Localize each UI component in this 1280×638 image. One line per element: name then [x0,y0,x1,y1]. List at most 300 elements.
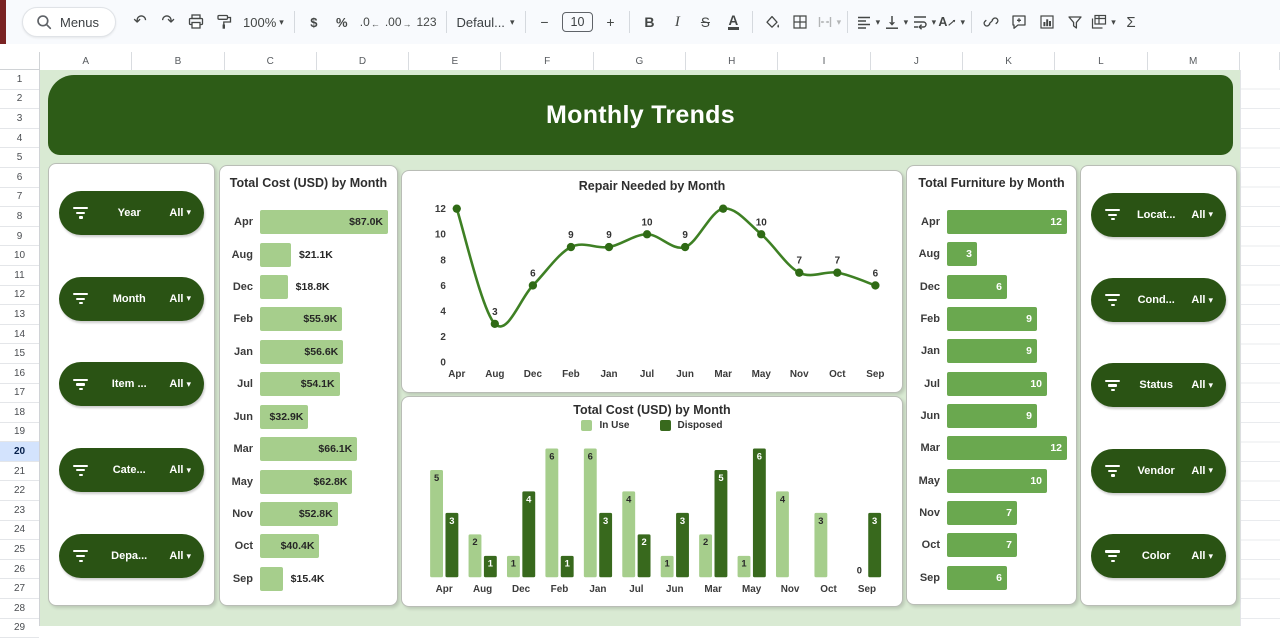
category-label: Mar [233,443,253,456]
filter-value: All [1191,294,1206,307]
filter-icon [1104,550,1121,562]
legend-label: In Use [599,420,630,431]
column-header-partial[interactable] [1240,52,1280,70]
bar-track [947,275,1067,299]
bar-row [917,368,1067,400]
bold-button[interactable]: B [644,14,655,30]
filter-icon-line [73,465,88,467]
filter-pill-depa[interactable] [59,534,204,578]
y-tick-label: 6 [440,280,446,292]
filter-value-dropdown[interactable] [1191,294,1213,306]
bar [260,307,342,331]
filter-icon-line [73,207,88,209]
value-label: 10 [1030,377,1042,390]
chart-cost-in-use-disposed[interactable] [401,396,903,607]
value-label: $52.8K [298,508,333,520]
borders-button[interactable] [787,8,813,36]
filter-icon-line [76,555,85,557]
filter-panel-right [1080,165,1237,606]
bar-row [230,206,388,238]
bar-value-label: 1 [741,557,747,569]
decrease-decimals-button[interactable] [357,8,383,36]
filter-value: All [1191,464,1206,477]
filter-label: Cond... [1137,294,1175,307]
x-axis-label: Dec [511,584,531,596]
row-header-20[interactable]: 20 [0,442,39,462]
filter-pill-cond[interactable] [1091,278,1226,322]
filter-panel-left [48,163,215,606]
value-label: 6 [996,571,1002,584]
category-label: Jul [924,377,940,390]
row-header-5[interactable]: 5 [0,148,39,168]
data-point [719,204,727,212]
italic-button[interactable]: I [674,13,680,30]
filter-value: All [169,292,184,305]
caret-down-icon: ▾ [875,16,881,27]
filter-pill-status[interactable] [1091,363,1226,407]
filter-icon-line [79,302,83,304]
row-header-11[interactable]: 11 [0,266,39,286]
value-label: $40.4K [280,540,315,553]
row-header-26[interactable]: 26 [0,560,39,580]
column-header-B[interactable]: B [132,52,224,70]
filter-label: Month [112,292,146,305]
column-header-J[interactable]: J [871,52,963,70]
bar-value-label: 2 [702,536,709,548]
chart-repair-needed-by-month[interactable] [401,170,903,393]
chart-total-furniture-by-month[interactable] [906,165,1077,605]
insert-chart-button[interactable] [1034,8,1060,36]
bar [947,372,1047,396]
x-axis-label: Jul [639,369,655,381]
filter-pill-locat[interactable] [1091,193,1226,237]
bar-value-label: 3 [603,514,609,526]
column-header-F[interactable]: F [501,52,593,70]
category-label: Jul [237,378,253,391]
category-label: Oct [234,540,253,553]
text-rotation-button[interactable] [938,8,965,36]
bar-track [260,405,388,429]
bar-value-label: 6 [756,450,762,462]
filter-icon-line [1108,384,1117,386]
chart-icon [1038,13,1056,31]
toolbar-separator [294,11,295,33]
row-header-14[interactable]: 14 [0,325,39,345]
paint-format-button[interactable] [211,8,237,36]
chart-total-cost-by-month[interactable] [219,165,398,606]
column-header-E[interactable]: E [409,52,501,70]
column-header-I[interactable]: I [778,52,870,70]
bar [947,469,1047,493]
filter-icon-line [73,293,88,295]
bar-track [947,404,1067,428]
filter-icon-line [73,550,88,552]
legend-item [581,420,629,431]
row-header-6[interactable]: 6 [0,168,39,188]
bar [947,501,1017,525]
value-label: 6 [996,280,1002,293]
column-header-G[interactable]: G [594,52,686,70]
caret-down-icon: ▾ [1208,379,1213,390]
filter-label: Item ... [111,378,147,391]
row-headers [0,70,40,634]
table-views-icon [1090,13,1108,31]
insert-link-button[interactable] [978,8,1004,36]
legend-label: Disposed [677,420,723,431]
vertical-align-button[interactable] [882,8,908,36]
bar [947,210,1067,234]
bar-value-label: 0 [856,564,862,576]
row-header-8[interactable]: 8 [0,207,39,227]
filter-pill-color[interactable] [1091,534,1226,578]
filter-icon-line [1105,294,1120,296]
filter-icon-line [76,383,85,385]
format-percent-button[interactable]: % [336,14,348,30]
filter-value-dropdown[interactable] [169,378,191,390]
row-header-1[interactable]: 1 [0,70,39,90]
filter-icon-line [79,474,83,476]
filter-value: All [1191,379,1206,392]
bar [260,437,357,461]
row-header-19[interactable]: 19 [0,423,39,443]
filter-label: Color [1141,550,1171,563]
dashboard-canvas [40,70,1240,626]
column-header-A[interactable]: A [40,52,132,70]
functions-button[interactable]: Σ [1126,13,1136,31]
x-axis-label: Apr [435,584,453,596]
bar [260,210,388,234]
x-axis-label: Sep [857,584,877,596]
caret-down-icon: ▾ [186,550,191,561]
point-label: 9 [606,230,612,242]
row-header-28[interactable]: 28 [0,599,39,619]
bar-track [260,210,388,234]
value-label: $66.1K [318,443,353,456]
y-tick-label: 2 [440,332,446,344]
x-axis-label: May [751,369,771,381]
bar [947,566,1007,590]
bar-value-label: 1 [564,557,570,569]
row-header-16[interactable]: 16 [0,364,39,384]
filter-icon-line [1111,560,1115,562]
bar-row [230,303,388,335]
filter-icon-line [1111,304,1115,306]
filter-icon-line [79,216,83,218]
dashboard-title-banner [48,75,1233,155]
filter-value-dropdown[interactable] [169,550,191,562]
x-axis-label: Jun [676,369,694,381]
text-wrap-button[interactable] [910,8,936,36]
bar-row [230,238,388,270]
rotation-arrow-icon [947,17,957,27]
line-plot-area [402,171,902,392]
column-header-L[interactable]: L [1055,52,1147,70]
bar [260,534,319,558]
vertical-align-icon [883,13,901,31]
point-label: 9 [568,230,574,242]
filter-pill-cate[interactable] [59,448,204,492]
bar-value-label: 2 [641,536,647,548]
filter-value-dropdown[interactable] [169,293,191,305]
bar-plot-area [917,206,1067,594]
category-label: Dec [919,280,940,293]
bar-value-label: 5 [718,471,724,483]
link-icon [982,13,1000,31]
zoom-select[interactable] [239,8,288,36]
value-label: 12 [1050,442,1062,455]
font-name: Defaul... [456,14,505,30]
bar-row [917,400,1067,432]
toolbar-separator [525,11,526,33]
category-label: Jun [233,410,253,423]
caret-down-icon: ▾ [1208,550,1213,561]
category-label: Nov [232,508,253,520]
merge-cells-button[interactable] [815,8,841,36]
filter-label: Depa... [111,550,148,563]
bar-track [947,307,1067,331]
column-header-H[interactable]: H [686,52,778,70]
bar-row [230,336,388,368]
bar [947,307,1037,331]
bar [260,405,308,429]
row-header-17[interactable]: 17 [0,384,39,404]
row-header-13[interactable]: 13 [0,305,39,325]
x-axis-label: May [742,584,762,596]
create-filter-button[interactable] [1062,8,1088,36]
filter-icon-line [76,469,85,471]
value-label: 9 [1026,345,1032,358]
row-header-15[interactable]: 15 [0,344,39,364]
bar-track [260,502,388,526]
arrow-right-icon: → [402,19,412,29]
value-label: $15.4K [290,572,325,585]
row-header-10[interactable]: 10 [0,246,39,266]
filter-label: Locat... [1136,208,1176,221]
filter-value-dropdown[interactable] [1191,209,1213,221]
bar-row [230,401,388,433]
bar-row [917,206,1067,238]
filter-value-dropdown[interactable] [169,464,191,476]
x-axis-label: Aug [485,369,505,381]
row-header-12[interactable]: 12 [0,286,39,306]
bar [947,275,1007,299]
filter-icon [1104,209,1121,221]
arrow-left-icon: ← [370,19,380,29]
filter-label: Cate... [112,464,146,477]
category-label: Jun [920,410,940,423]
bar [947,533,1017,557]
filter-value-dropdown[interactable] [1191,550,1213,562]
bar-in-use [545,449,558,578]
value-label: 12 [1050,216,1062,229]
row-header-7[interactable]: 7 [0,188,39,208]
category-label: Feb [920,313,940,326]
y-tick-label: 8 [440,255,446,267]
x-axis-label: Nov [780,584,800,596]
bar [260,470,352,494]
column-header-K[interactable]: K [963,52,1055,70]
text-rotation-icon: A [938,15,948,29]
format-currency-button[interactable]: $ [310,14,318,30]
row-header-9[interactable]: 9 [0,227,39,247]
value-label: $54.1K [300,378,335,391]
bar-track [260,437,388,461]
undo-button[interactable]: ↶ [133,13,147,30]
bar-track [260,340,388,364]
bar [947,436,1067,460]
bar-row [917,465,1067,497]
caret-down-icon: ▾ [1208,465,1213,476]
empty-cells-area[interactable] [1240,70,1280,626]
filter-pill-month[interactable] [59,277,204,321]
bar [260,340,343,364]
bar-row [230,563,388,595]
row-header-29[interactable]: 29 [0,619,39,638]
point-label: 7 [796,255,803,267]
print-button[interactable] [183,8,209,36]
bar-value-label: 3 [872,514,878,526]
row-header-25[interactable]: 25 [0,540,39,560]
column-header-C[interactable]: C [225,52,317,70]
filter-value-dropdown[interactable] [1191,379,1213,391]
bar-track [947,210,1067,234]
text-color-button[interactable] [720,8,746,36]
bar-track [947,339,1067,363]
bar-plot-area [230,206,388,595]
row-header-27[interactable]: 27 [0,579,39,599]
x-axis-label: Jan [600,369,618,381]
table-views-button[interactable] [1090,8,1116,36]
point-label: 10 [641,217,653,229]
bar [260,275,288,299]
bar-value-label: 4 [779,493,786,505]
toolbar-separator [847,11,848,33]
row-header-24[interactable]: 24 [0,521,39,541]
x-axis-label: Jun [665,584,684,596]
column-header-M[interactable]: M [1148,52,1240,70]
bar-row [917,529,1067,561]
filter-icon-line [1105,380,1120,382]
category-label: Jan [234,345,253,358]
bar-track [260,567,388,591]
filter-icon [72,465,89,477]
font-select[interactable] [453,8,519,36]
filter-value-dropdown[interactable] [169,207,191,219]
filter-icon-line [1111,474,1115,476]
toolbar-separator [752,11,753,33]
increase-decimals-button[interactable] [385,8,412,36]
bar [947,404,1037,428]
bar-value-label: 4 [526,493,532,505]
caret-down-icon: ▾ [1208,294,1213,305]
redo-button[interactable]: ↷ [161,13,175,30]
filter-icon-line [1108,299,1117,301]
sheet-corner-box[interactable] [0,52,40,70]
filter-icon-line [79,560,83,562]
filter-icon-line [79,388,83,390]
data-point [567,243,575,251]
filter-icon [1104,380,1121,392]
row-header-18[interactable]: 18 [0,403,39,423]
filter-label: Year [117,206,141,219]
filter-value: All [169,206,184,219]
x-axis-label: Aug [473,584,493,596]
filter-label: Vendor [1137,464,1175,477]
chart-title: Repair Needed by Month [578,179,726,193]
filter-pill-item[interactable] [59,362,204,406]
bar [260,567,283,591]
filter-icon [1104,465,1121,477]
row-header-3[interactable]: 3 [0,109,39,129]
bar-row [917,303,1067,335]
chart-title: Total Cost (USD) by Month [229,176,388,190]
dashboard-title: Monthly Trends [546,100,735,129]
bar [260,243,291,267]
bar-value-label: 1 [664,557,670,569]
horizontal-align-button[interactable] [854,8,880,36]
value-label: $56.6K [304,345,339,358]
fill-color-icon [763,13,781,31]
legend-item [660,420,723,431]
bar-track [260,534,388,558]
decrease-font-size-button[interactable]: − [540,14,549,30]
filter-icon [72,207,89,219]
category-label: Jan [921,345,940,358]
filter-funnel-icon [1066,13,1084,31]
fill-color-button[interactable] [759,8,785,36]
x-axis-label: Sep [866,369,885,381]
point-label: 6 [872,268,879,280]
menus-button[interactable] [22,7,116,37]
increase-font-size-button[interactable]: + [606,14,615,30]
filter-pill-year[interactable] [59,191,204,235]
caret-down-icon: ▾ [836,16,842,27]
row-header-2[interactable]: 2 [0,90,39,110]
insert-comment-button[interactable] [1006,8,1032,36]
caret-down-icon: ▾ [931,16,937,27]
category-label: Nov [919,507,940,520]
filter-icon-line [76,212,85,214]
filter-value-dropdown[interactable] [1191,465,1213,477]
font-size-input[interactable]: 10 [562,12,594,32]
strikethrough-button[interactable]: S [700,14,710,30]
filter-value: All [169,464,184,477]
filter-icon-line [1108,470,1117,472]
row-header-4[interactable]: 4 [0,129,39,149]
row-header-23[interactable]: 23 [0,501,39,521]
category-label: Feb [233,313,253,326]
filter-icon-line [1105,550,1120,552]
toolbar-separator [629,11,630,33]
x-axis-label: Apr [448,369,466,381]
filter-icon-line [76,298,85,300]
row-header-21[interactable]: 21 [0,462,39,482]
data-point [757,230,765,238]
bar-track [947,372,1067,396]
bar-row [917,562,1067,594]
more-formats-button[interactable]: 123 [416,15,437,29]
caret-down-icon: ▾ [903,16,909,27]
filter-value: All [1191,208,1206,221]
column-header-D[interactable]: D [317,52,409,70]
filter-label: Status [1139,379,1174,392]
row-header-22[interactable]: 22 [0,481,39,501]
value-label: 9 [1026,410,1032,423]
filter-pill-vendor[interactable] [1091,449,1226,493]
bar-row [230,271,388,303]
data-point [453,204,461,212]
bar [947,242,977,266]
